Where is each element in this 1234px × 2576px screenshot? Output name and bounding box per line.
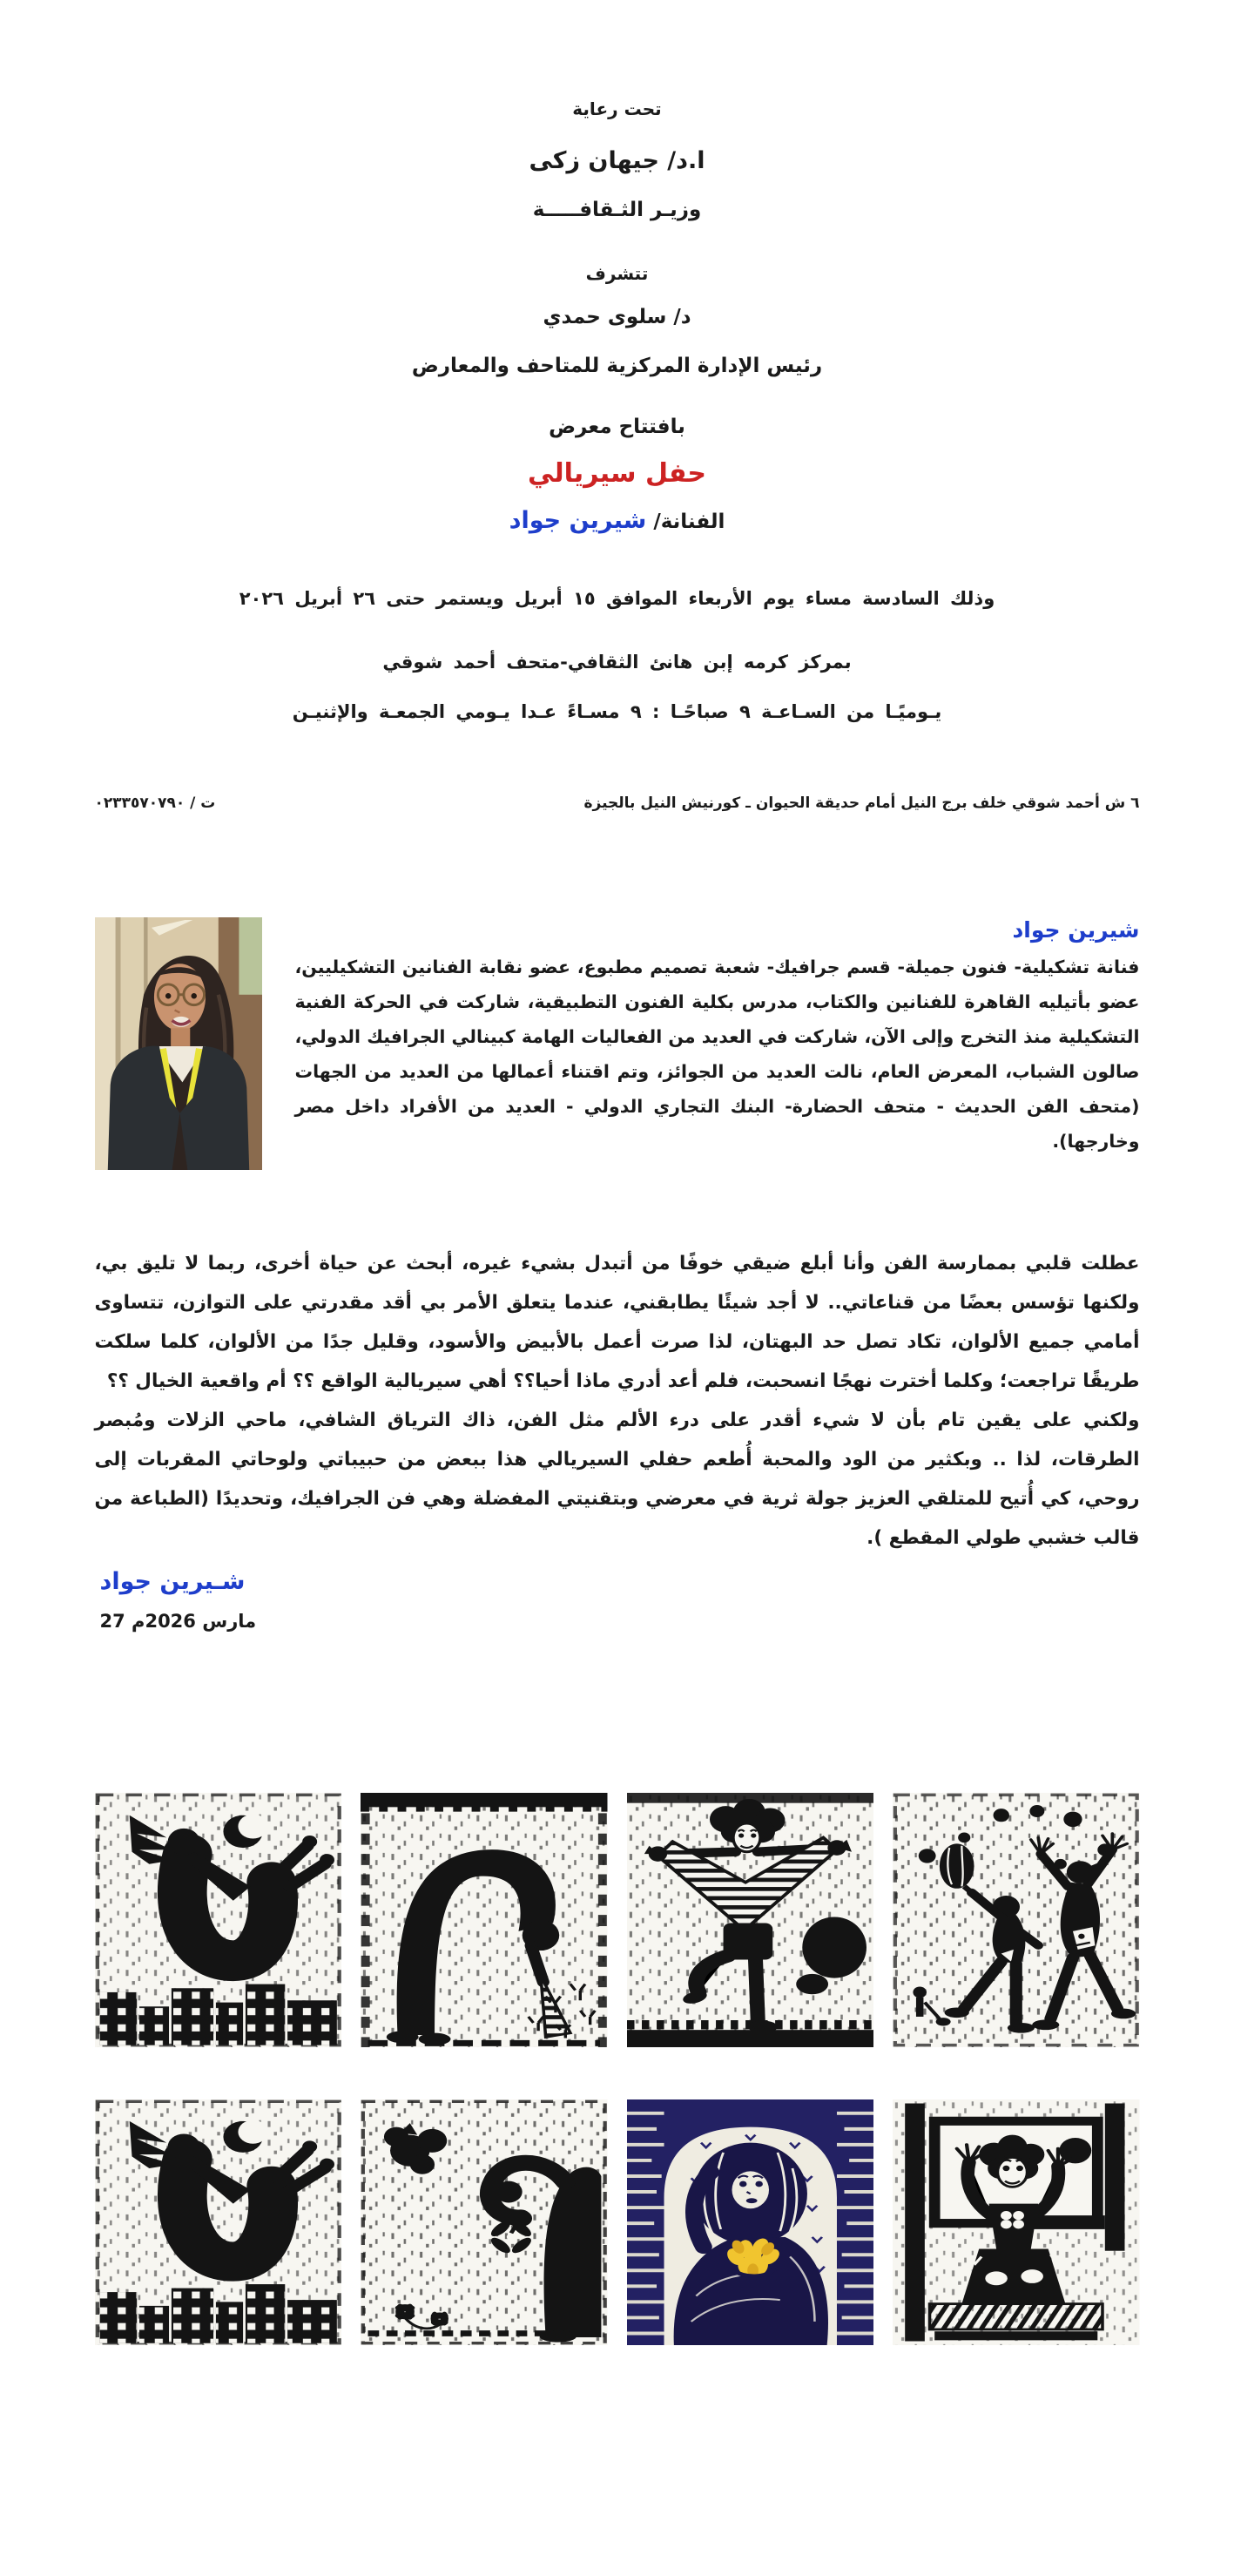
bio-title: شيرين جواد xyxy=(1012,917,1140,943)
artist-name: شيرين جواد xyxy=(509,507,647,534)
artist-line xyxy=(95,506,1140,537)
signature-date-text: 27 مارس 2026م xyxy=(99,1611,257,1632)
venue-line: بمركز كرمه إبن هانئ الثقافي-متحف أحمد شوقي xyxy=(382,652,852,673)
statement-part1: عطلت قلبي بممارسة الفن وأنا أبلع ضيقي خوفًا من أتبدل بشيء غيره، أبحث عن حياة أخرى، ربما لا تليق بي، ولكنها تؤسس بعضًا من قناعاتي.. لا أجد شيئًا يطابقني، عندما يتعلق الأمر بي أقد مقدرتي على التوازن، تتساوى أمامي جميع الألوان، تكاد تصل حد البهتان، لذا صرت أعمل بالأبيض والأسود، وقليل جدًا من الألوان، كلما سلكت طريقًا تراجعت؛ وكلما أخترت نهجًا انسحبت، فلم أعد أدري ماذا أحيا؟؟ أهي سيريالية الواقع ؟؟ أم واقعية الخيال ؟؟ xyxy=(94,1253,1140,1392)
address-line: ٦ ش أحمد شوقي خلف برج النيل أمام حديقة الحيوان ـ كورنيش النيل بالجيزة xyxy=(583,794,1140,812)
hours-line: يـوميًـا من السـاعـة ٩ صباحًـا : ٩ مسـاءً عـدا يـومي الجمعـة والإثنيـن xyxy=(292,701,942,722)
artwork-blue-woman xyxy=(627,2099,874,2345)
artist-statement xyxy=(95,1244,1140,1558)
artist-bio-section xyxy=(95,917,1140,1170)
honor-verb: تتشرف xyxy=(585,263,649,284)
patronage-label: تحت رعاية xyxy=(572,98,662,119)
gallery-row-1 xyxy=(95,1793,1140,2047)
datetime-line: وذلك السادسة مساء يوم الأربعاء الموافق ١٥ أبريل ويستمر حتى ٢٦ أبريل ٢٠٢٦ xyxy=(239,588,995,609)
artwork-bent-horn-player xyxy=(361,1793,608,2047)
signature-date xyxy=(95,1611,1140,1632)
artwork-window-figure xyxy=(893,2099,1140,2345)
patron-name: ا.د/ جيهان زكى xyxy=(529,147,705,174)
artwork-flower-figure xyxy=(361,2099,608,2345)
artwork-shawl-dancer xyxy=(627,1793,874,2047)
statement-part2: ولكني على يقين تام بأن لا شيء أقدر على درء الألم مثل الفن، ذاك الترياق الشافي، ماحي الزلات ومُبصر الطرقات، لذا .. وبكثير من الود والمحبة أُطعم حفلي السيريالي هذا ببعض من حبيباتي ولوحاتي المقربات إلى روحي، كي أُتيح للمتلقي العزيز جولة ثرية في معرضي وبتقنيتي المفضلة وهي فن الجرافيك، وتحديدًا (الطباعة من قالب خشبي طولي المقطع ). xyxy=(94,1410,1140,1549)
artwork-two-dancers xyxy=(893,1793,1140,2047)
contact-row xyxy=(95,794,1140,813)
phone-line: ت / ٠٢٣٣٥٧٠٧٩٠ xyxy=(94,794,216,812)
gallery-row-2 xyxy=(95,2099,1140,2345)
bio-body: فنانة تشكيلية- فنون جميلة- قسم جرافيك- شعبة تصميم مطبوع، عضو نقابة الفنانين التشكيليين، عضو بأتيليه القاهرة للفنانين والكتاب، مدرس بكلية الفنون التطبيقية، شاركت في الحركة الفنية التشكيلية منذ التخرج وإلى الآن، شاركت في العديد من الفعاليات الهامة كبينالي الجرافيك الدولي، صالون الشباب، المعرض العام، نالت العديد من الجوائز، وتم اقتناء أعمالها من العديد من الجهات (متحف الفن الحديث - متحف الحضارة- البنك التجاري الدولي - العديد من الأفراد داخل مصر وخارجها). xyxy=(294,957,1140,1152)
artist-label: الفنانة/ xyxy=(653,510,725,533)
artwork-flying-trumpeter xyxy=(95,1793,342,2047)
opening-label: بافتتاح معرض xyxy=(549,416,685,438)
exhibition-title: حفل سيريالي xyxy=(528,458,706,489)
signature-name: شـيرين جواد xyxy=(99,1568,246,1595)
patron-title: وزيـر الثـقافـــــة xyxy=(532,199,702,221)
artist-photo xyxy=(95,917,262,1170)
bio-text xyxy=(295,917,1140,1159)
artwork-flying-trumpeter-2 xyxy=(95,2099,342,2345)
artwork-gallery xyxy=(95,1793,1140,2345)
host-title: رئيس الإدارة المركزية للمتاحف والمعارض xyxy=(411,355,823,377)
host-name: د/ سلوى حمدي xyxy=(543,306,691,328)
